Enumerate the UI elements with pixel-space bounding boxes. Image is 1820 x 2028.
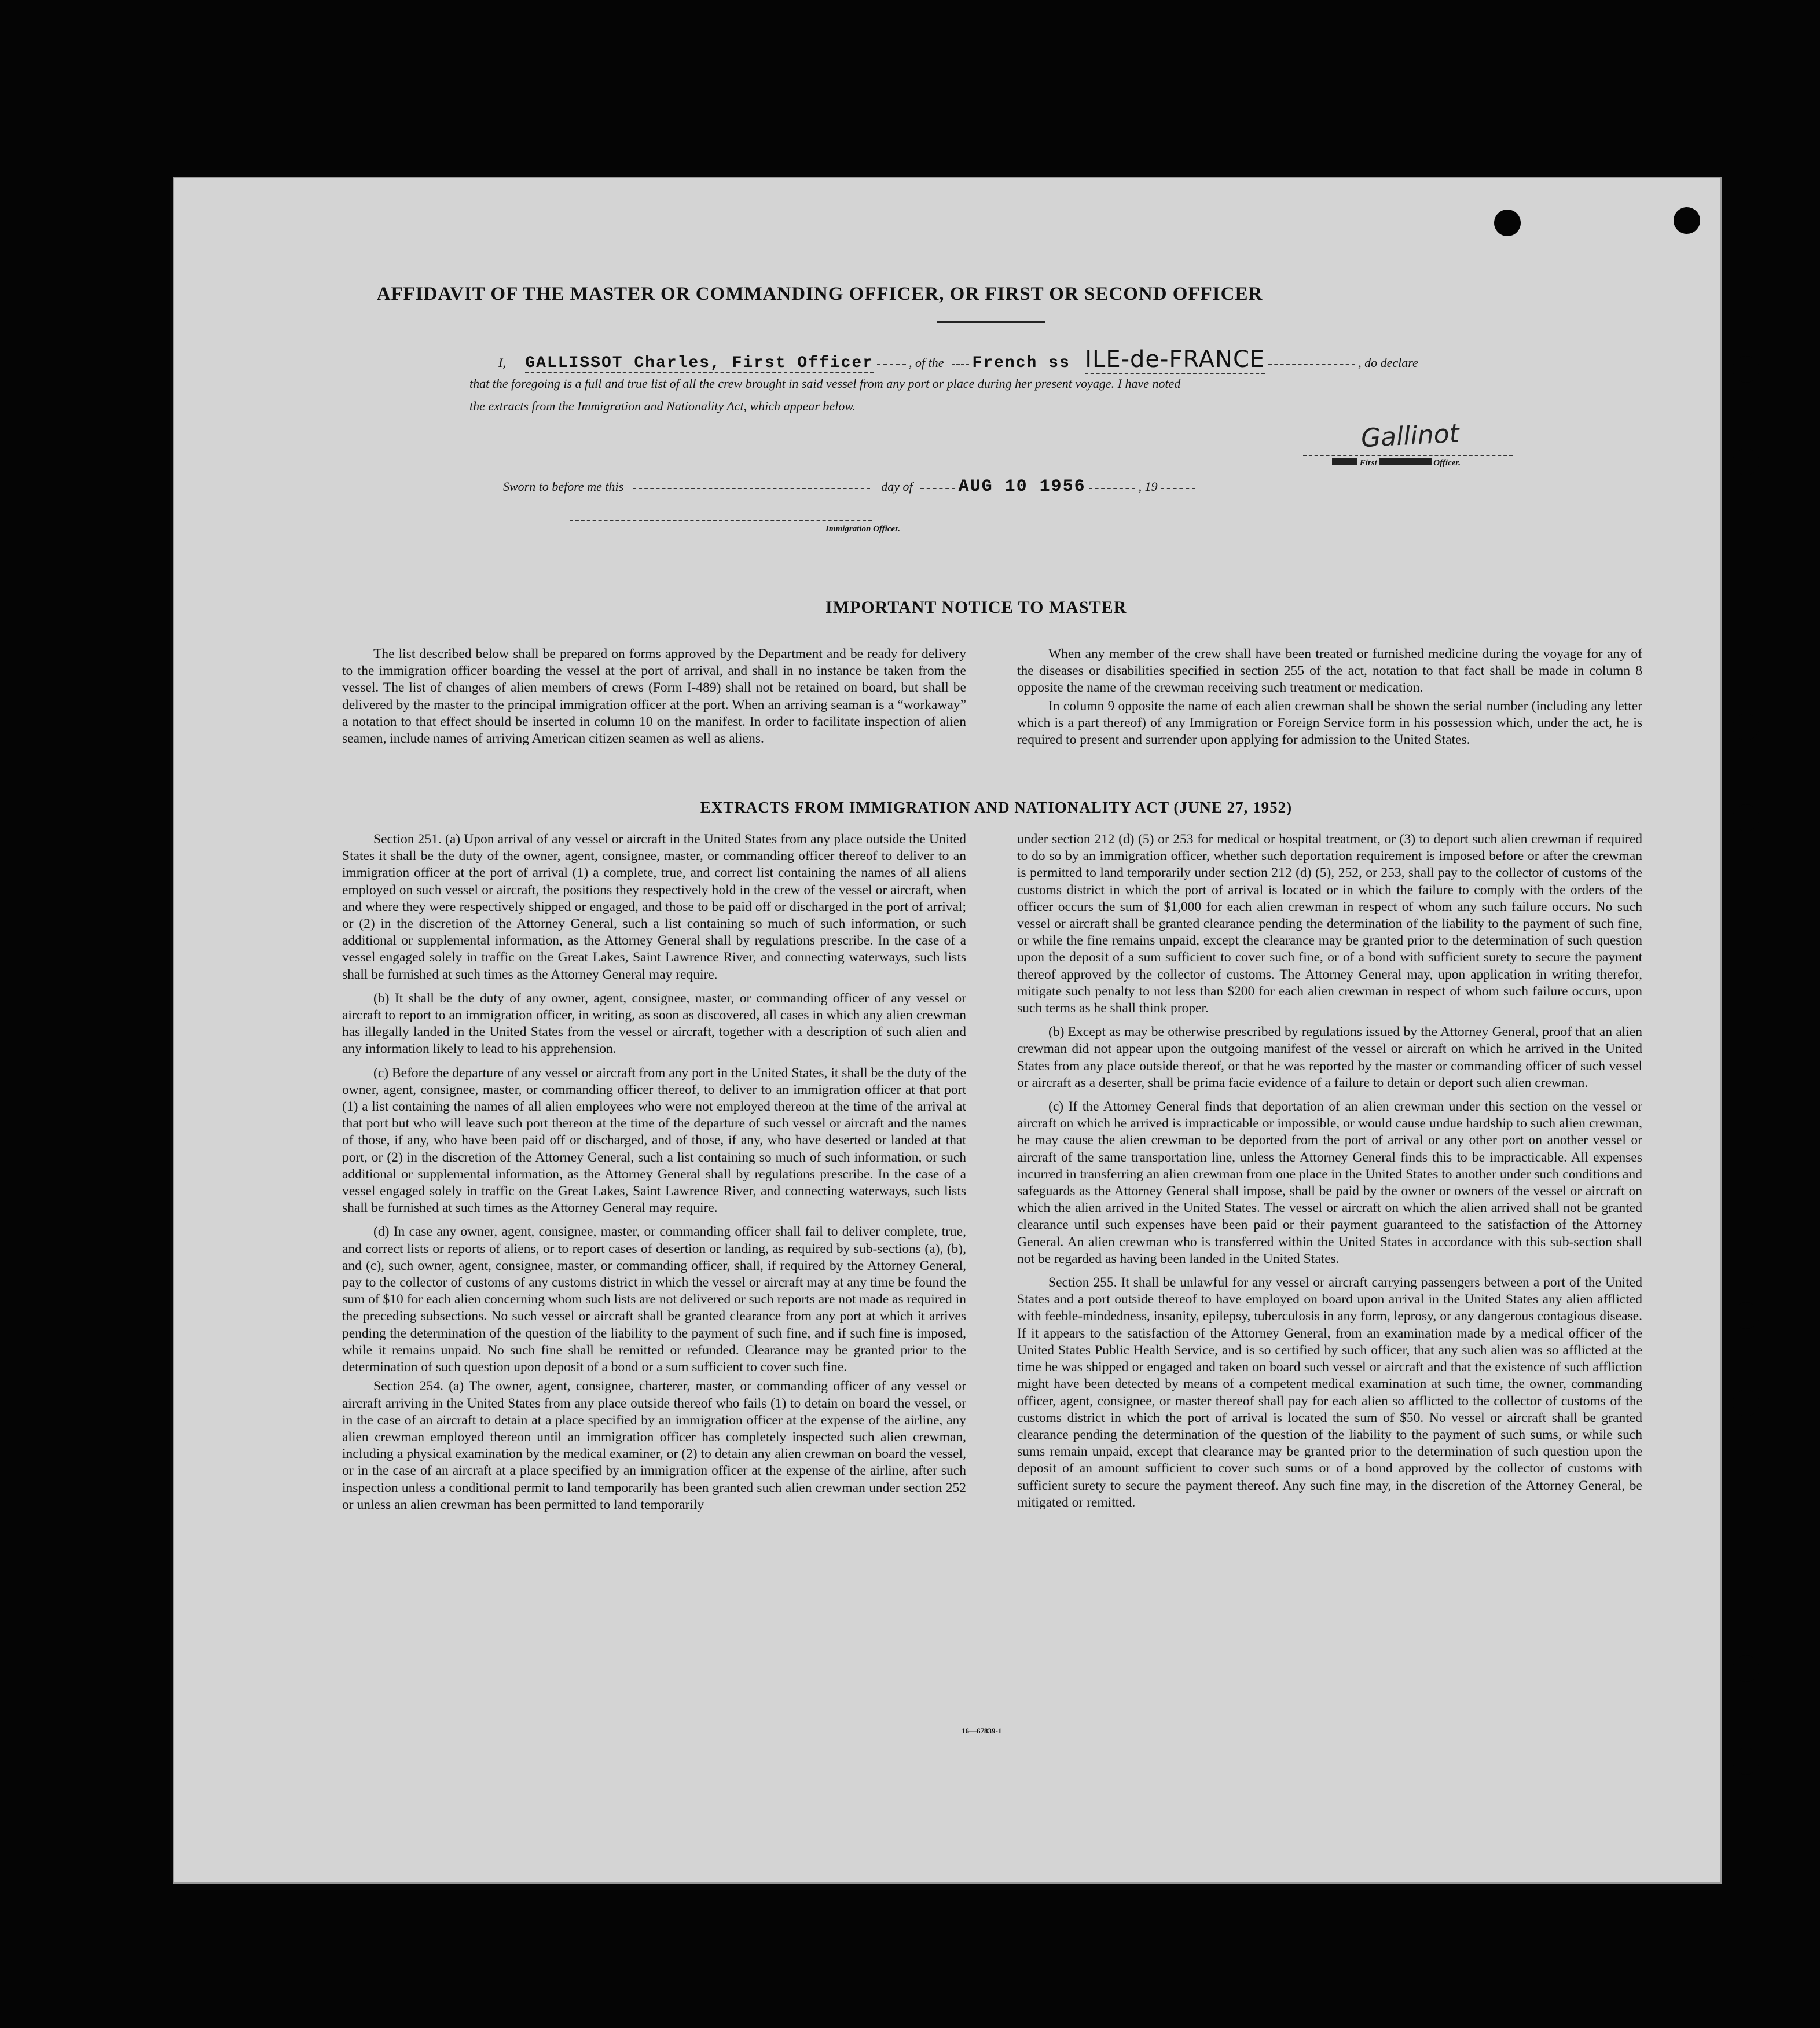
section-paragraph: (b) It shall be the duty of any owner, agent, consignee, master, or commanding officer of any vessel or aircraft to report to an immigration officer, in writing, as soon as discovered, all cases in which any alien crewman has illegally landed in the United States from the vessel or aircraft, together with a description of such alien and any information likely to lead to his apprehension. xyxy=(342,990,966,1057)
notice-title: IMPORTANT NOTICE TO MASTER xyxy=(825,598,1127,617)
section-paragraph: Section 255. It shall be unlawful for any vessel or aircraft carrying passengers between a port of the United States and a port outside thereof to have employed on board upon arrival in the United States any alien afflicted with feeble-mindedness, insanity, epilepsy, tuberculosis in any form, leprosy, or any dangerous contagious disease. If it appears to the satisfaction of the Attorney General, from an examination made by a medical officer of the United States Public Health Service, and is so certified by such officer, that any such alien was so afflicted at the time he was shipped or engaged and taken on board such vessel or aircraft and that the existence of such affliction might have been detected by means of a competent medical examination at such time, the owner, commanding officer, agent, consignee, or master thereof shall pay for each alien so afflicted to the collector of customs of the customs district in which the port of arrival is located the sum of $50. No vessel or aircraft shall be granted clearance pending the determination of the question of the liability to the payment of such sums, or while such sums remain unpaid, except that clearance may be granted prior to the determination of such question upon the deposit of an amount sufficient to cover such sums or of a bond approved by the collector of customs with sufficient surety to secure the payment thereof. Any such fine may, in the discretion of the Attorney General, be mitigated or remitted. xyxy=(1017,1275,1642,1510)
date-stamp: AUG 10 1956 xyxy=(958,477,1086,497)
year-prefix: , 19 xyxy=(1138,479,1158,494)
punch-hole xyxy=(1674,207,1700,234)
punch-hole xyxy=(1733,1655,1759,1682)
signature-line xyxy=(1303,455,1513,456)
fill-dots xyxy=(920,487,955,489)
left-column xyxy=(342,831,966,1513)
of-the-label: , of the xyxy=(909,355,944,370)
punch-hole xyxy=(1733,804,1759,831)
vessel-name: ILE-de-FRANCE xyxy=(1085,346,1265,373)
caption-officer: Officer. xyxy=(1433,458,1461,468)
day-of-label: day of xyxy=(881,479,913,494)
officer-name: GALLISSOT Charles, First Officer xyxy=(525,354,874,372)
caption-first: First xyxy=(1359,458,1377,468)
sworn-line xyxy=(503,477,1195,497)
sworn-label: Sworn to before me this xyxy=(503,479,624,494)
fill-dots xyxy=(1161,487,1195,489)
declaration-line-3: the extracts from the Immigration and Nationality Act, which appear below. xyxy=(469,399,856,413)
punch-hole xyxy=(1733,356,1759,383)
affidavit-title: AFFIDAVIT OF THE MASTER OR COMMANDING OFFICER, OR FIRST OR SECOND OFFICER xyxy=(376,284,1263,304)
vessel-prefix: French ss xyxy=(972,354,1070,372)
notice-right xyxy=(1017,646,1642,748)
fill-dots xyxy=(1268,363,1355,365)
section-paragraph: (c) If the Attorney General finds that deportation of an alien crewman under this section on the vessel or aircraft on which he arrived is impracticable or impossible, or would cause undue hardship to such alien crewman, he may cause the alien crewman to be deported from the port of arrival or any other port on another vessel or aircraft of the same transportation line, unless the Attorney General finds this to be impracticable. All expenses incurred in transferring an alien crewman from one place in the United States to another under such conditions and safeguards as the Attorney General shall impose, shall be paid by the owner or owners of the vessel or aircraft on which the alien arrived in the United States. The vessel or aircraft on which the alien arrived shall not be granted clearance until such expenses have been paid or their payment guaranteed to the satisfaction of the Attorney General. An alien crewman who is transferred within the United States in accordance with this sub-section shall not be regarded as having been landed in the United States. xyxy=(1017,1099,1642,1266)
declaration-line xyxy=(498,346,1650,373)
punch-hole xyxy=(1733,714,1759,740)
signature-caption xyxy=(1332,458,1461,468)
notice-left xyxy=(342,646,966,747)
punch-hole xyxy=(1733,1748,1759,1774)
punch-hole xyxy=(1733,1302,1759,1329)
notice-paragraph: When any member of the crew shall have been treated or furnished medicine during the voyage for any of the diseases or disabilities specified in section 255 of the act, notation to that fact shall be made in column 8 opposite the name of the crewman receiving such treatment or medication. xyxy=(1017,646,1642,696)
extracts-title: EXTRACTS FROM IMMIGRATION AND NATIONALITY ACT (JUNE 27, 1952) xyxy=(700,799,1293,816)
fill-dots xyxy=(633,487,870,489)
section-paragraph: (b) Except as may be otherwise prescribed by regulations issued by the Attorney General, proof that an alien crewman did not appear upon the outgoing manifest of the vessel or aircraft on which he arrived in the United States from any place outside thereof, or that he was reported by the master or commanding officer of such vessel or aircraft as a deserter, shall be prima facie evidence of a failure to detain or deport such alien crewman. xyxy=(1017,1024,1642,1090)
section-paragraph: (c) Before the departure of any vessel or aircraft from any port in the United States, it shall be the duty of the owner, agent, consignee, master, or commanding officer thereof, to deliver to an immigration officer at that port (1) a list containing the names of all alien employees who were not employed thereon at the time of the arrival at that port but who will leave such port thereon at the time of the departure of such vessel or aircraft and the names of those, if any, who have been paid off or discharged, and of those, if any, who have deserted or landed at that port, or (2) in the discretion of the Attorney General, such a list containing so much of such information, or such additional or supplemental information, as the Attorney General shall by regulations prescribe. In the case of a vessel engaged solely in traffic on the Great Lakes, Saint Lawrence River, and connecting waterways, such lists shall be furnished at such times as the Attorney General may require. xyxy=(342,1065,966,1216)
immigration-officer-label: Immigration Officer. xyxy=(825,524,900,534)
declaration-line-2: that the foregoing is a full and true list of all the crew brought in said vessel from any port or place during her present voyage. I have noted xyxy=(469,376,1181,391)
section-paragraph: (d) In case any owner, agent, consignee, master, or commanding officer shall fail to deliver complete, true, and correct lists or reports of aliens, or to report cases of desertion or landing, as required by sub-sections (a), (b), and (c), such owner, agent, consignee, master, or commanding officer, shall, if required by the Attorney General, pay to the collector of customs of any customs district in which the vessel or aircraft may at any time be found the sum of $10 for each alien concerning whom such lists are not delivered or such reports are not made as required in the preceding subsections. No such vessel or aircraft shall be granted clearance from any port at which it arrives pending the determination of the question of the liability to the payment of such fine, and if such fine is imposed, while it remains unpaid. No such fine shall be remitted or refunded. Clearance may be granted prior to the determination of such question upon deposit of a bond or a sum sufficient to cover such fine. xyxy=(342,1224,966,1375)
do-declare-label: , do declare xyxy=(1358,355,1418,370)
document-page xyxy=(173,177,1722,1884)
section-paragraph: Section 251. (a) Upon arrival of any vessel or aircraft in the United States from any place outside the United States it shall be the duty of the owner, agent, consignee, master, or commanding officer thereof to deliver to an immigration officer at the port of arrival (1) a complete, true, and correct list containing the names of all aliens employed on such vessel or aircraft, the positions they respectively hold in the crew of the vessel or aircraft, when and where they were respectively shipped or engaged, and those to be paid off or discharged in the port of arrival; or (2) in the discretion of the Attorney General, such a list containing so much of such information, or such additional or supplemental information, as the Attorney General shall by regulations prescribe. In the case of a vessel engaged solely in traffic on the Great Lakes, Saint Lawrence River, and connecting waterways, such lists shall be furnished at such times as the Attorney General may require. xyxy=(342,832,966,982)
immigration-officer-line xyxy=(570,520,872,521)
punch-hole xyxy=(1733,1390,1759,1416)
declaration-i: I, xyxy=(498,355,506,370)
notice-paragraph: The list described below shall be prepared on forms approved by the Department and be ready for delivery to the immigration officer boarding the vessel at the port of arrival, and shall in no instance be taken from the vessel. The list of changes of alien members of crews (Form I-489) shall not be retained on board, but shall be delivered by the master to the principal immigration officer at the port. When an arriving seaman is a “workaway” a notation to that effect should be inserted in column 10 on the manifest. In order to facilitate inspection of alien seamen, include names of arriving American citizen seamen as well as aliens. xyxy=(342,646,966,747)
redaction-block xyxy=(1332,458,1357,465)
punch-hole xyxy=(1494,210,1521,236)
section-paragraph: Section 254. (a) The owner, agent, consignee, charterer, master, or commanding officer of any vessel or aircraft arriving in the United States from any place outside thereof who fails (1) to detain on board the vessel, or in the case of an aircraft to detain at a place specified by an immigration officer at the expense of the airline, any alien crewman employed thereon until an immigration officer has completely inspected such alien crewman, including a physical examination by the medical examiner, or (2) to detain any alien crewman on board the vessel, or in the case of an aircraft at a place specified by an immigration officer at the expense of the airline, after such inspection unless a conditional permit to land temporarily has been granted such alien crewman under section 252 or unless an alien crewman has been permitted to land temporarily xyxy=(342,1379,966,1512)
notice-paragraph: In column 9 opposite the name of each alien crewman shall be shown the serial number (including any letter which is a part thereof) of any Immigration or Foreign Service form in his possession which, under the act, he is required to present and surrender upon applying for admission to the United States. xyxy=(1017,698,1642,748)
signature: Gallinot xyxy=(1360,418,1461,454)
section-paragraph: under section 212 (d) (5) or 253 for medical or hospital treatment, or (3) to deport such alien crewman if required to do so by an immigration officer, whether such deportation requirement is imposed before or after the crewman is permitted to land temporarily under section 212 (d) (5), 252, or 253, shall pay to the collector of customs of the customs district in which the port of arrival is located or in which the failure to comply with the orders of the officer occurs the sum of $1,000 for each alien crewman in respect of whom any such failure occurs. No such vessel or aircraft shall be granted clearance pending the determination of the liability to the payment of such fine, or while the fine remains unpaid, except the clearance may be granted prior to the determination of such question upon the deposit of a sum sufficient to cover such fine, or of a bond with sufficient surety to secure the payment thereof approved by the collector of customs. The Attorney General may, upon application in writing therefor, mitigate such penalty to not less than $200 for each alien crewman in respect of whom such failure occurs, upon such terms as he shall think proper. xyxy=(1017,832,1642,1016)
form-number: 16—67839-1 xyxy=(962,1726,1002,1735)
fill-dots xyxy=(877,363,906,365)
right-column xyxy=(1017,831,1642,1511)
fill-dots xyxy=(952,363,969,365)
title-divider xyxy=(937,321,1045,323)
punch-hole xyxy=(1733,449,1759,475)
redaction-block xyxy=(1379,458,1432,465)
fill-dots xyxy=(1089,487,1135,489)
